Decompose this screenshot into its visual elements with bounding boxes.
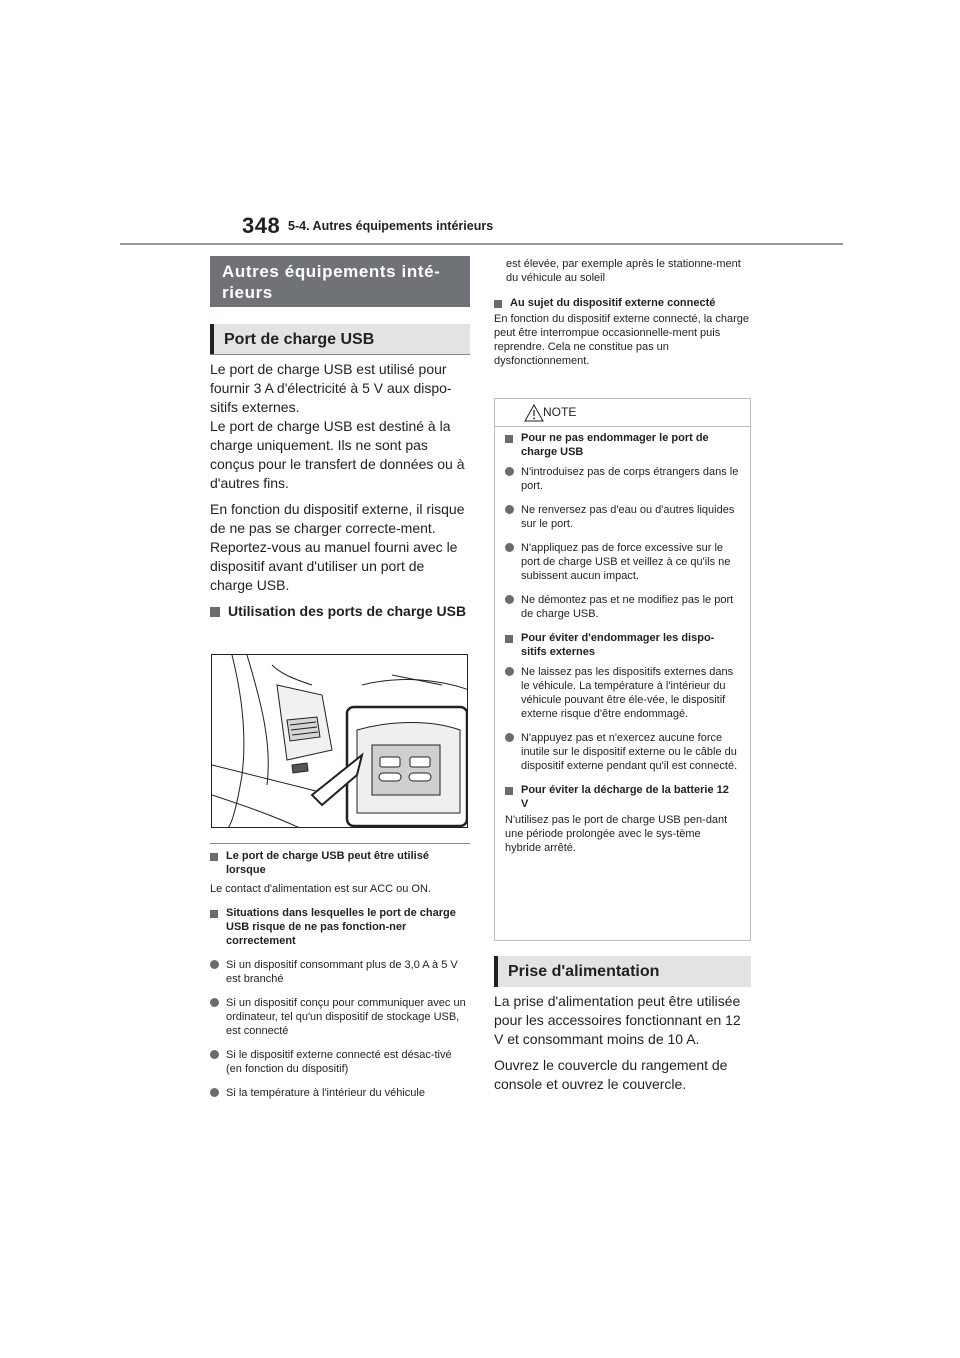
- note-heading: Pour éviter la décharge de la batterie 12 V: [505, 783, 739, 811]
- note-text: N'utilisez pas le port de charge USB pen-dant une période prolongée avec le sys-tème hybride arrêté.: [505, 814, 728, 854]
- paragraph: La prise d'alimentation peut être utilisée pour les accessoires fonctionnant en 12 V et consommant moins de 10 A.: [494, 993, 741, 1047]
- device-section: [494, 296, 751, 373]
- bullet-item: Si un dispositif consommant plus de 3,0 A à 5 V est branché: [210, 958, 470, 986]
- power-section: [494, 992, 751, 1101]
- page-number: 348: [242, 213, 281, 238]
- warning-triangle-icon: [523, 403, 545, 423]
- note-box: [494, 398, 751, 941]
- note-bullet: Ne démontez pas et ne modifiez pas le port de charge USB.: [505, 593, 739, 621]
- usb-notes-left: [210, 849, 470, 1105]
- note-bullet: N'appliquez pas de force excessive sur le port de charge USB et veillez à ce qu'ils ne subissent aucun impact.: [505, 541, 739, 583]
- paragraph: En fonction du dispositif externe, il risque de ne pas se charger correcte-ment. Reportez-vous au manuel fourni avec le dispositif avant d'utiliser un port de charge USB.: [210, 501, 465, 593]
- section-title: [210, 256, 470, 307]
- bullet-item: Si la température à l'intérieur du véhicule: [210, 1086, 470, 1100]
- device-heading: Au sujet du dispositif externe connecté: [494, 296, 751, 310]
- running-header: 5-4. Autres équipements intérieurs: [288, 219, 494, 233]
- note-heading: Pour éviter d'endommager les dispo-sitifs externes: [505, 631, 739, 659]
- continued-text: est élevée, par exemple après le stationne-ment du véhicule au soleil: [506, 258, 741, 284]
- bullet-item: Si le dispositif externe connecté est désac-tivé (en fonction du dispositif): [210, 1048, 470, 1076]
- paragraph: Ouvrez le couvercle du rangement de console et ouvrez le couvercle.: [494, 1057, 728, 1092]
- section-title-text: Autres équipements inté- rieurs: [222, 262, 441, 302]
- note-bullet: N'appuyez pas et n'exercez aucune force inutile sur le dispositif externe ou le câble du dispositif externe pendant qu'il est connecté.: [505, 731, 739, 773]
- paragraph: Le port de charge USB est destiné à la charge uniquement. Ils ne sont pas conçus pour le transfert de données ou à d'autres fins.: [210, 418, 465, 491]
- note-content: [505, 431, 739, 860]
- device-text: En fonction du dispositif externe connecté, la charge peut être interrompue occasionnelle-ment puis reprendre. Cela ne constitue pas un dysfonctionnement.: [494, 313, 749, 367]
- note-bullet: Ne renversez pas d'eau ou d'autres liquides sur le port.: [505, 503, 739, 531]
- bullet-item: Si un dispositif conçu pour communiquer avec un ordinateur, tel qu'un dispositif de stockage USB, est connecté: [210, 996, 470, 1038]
- note-bullet: N'introduisez pas de corps étrangers dans le port.: [505, 465, 739, 493]
- subsection-heading-usb: Port de charge USB: [210, 324, 470, 355]
- intro-text: [210, 360, 470, 621]
- subsection-heading-power: Prise d'alimentation: [494, 956, 751, 987]
- note-heading: Pour ne pas endommager le port de charge USB: [505, 431, 739, 459]
- note-title: NOTE: [543, 405, 577, 419]
- paragraph: Le port de charge USB est utilisé pour fournir 3 A d'électricité à 5 V aux dispo-sitifs externes.: [210, 361, 452, 415]
- header-rule: [120, 243, 843, 245]
- when-heading: Le port de charge USB peut être utilisé lorsque: [210, 849, 470, 877]
- situations-heading: Situations dans lesquelles le port de charge USB risque de ne pas fonction-ner correctement: [210, 906, 470, 948]
- when-text: Le contact d'alimentation est sur ACC ou ON.: [210, 883, 431, 895]
- figure-rule: [210, 843, 470, 844]
- note-bullet: Ne laissez pas les dispositifs externes dans le véhicule. La température à l'intérieur du véhicule pouvant être éle-vée, le dispositif externe risque d'être endommagé.: [505, 665, 739, 721]
- console-drawing: [212, 655, 468, 828]
- usb-port-illustration: [211, 654, 468, 828]
- subsection-underline: [210, 354, 470, 355]
- usage-heading: Utilisation des ports de charge USB: [210, 602, 470, 621]
- note-header: [495, 399, 750, 427]
